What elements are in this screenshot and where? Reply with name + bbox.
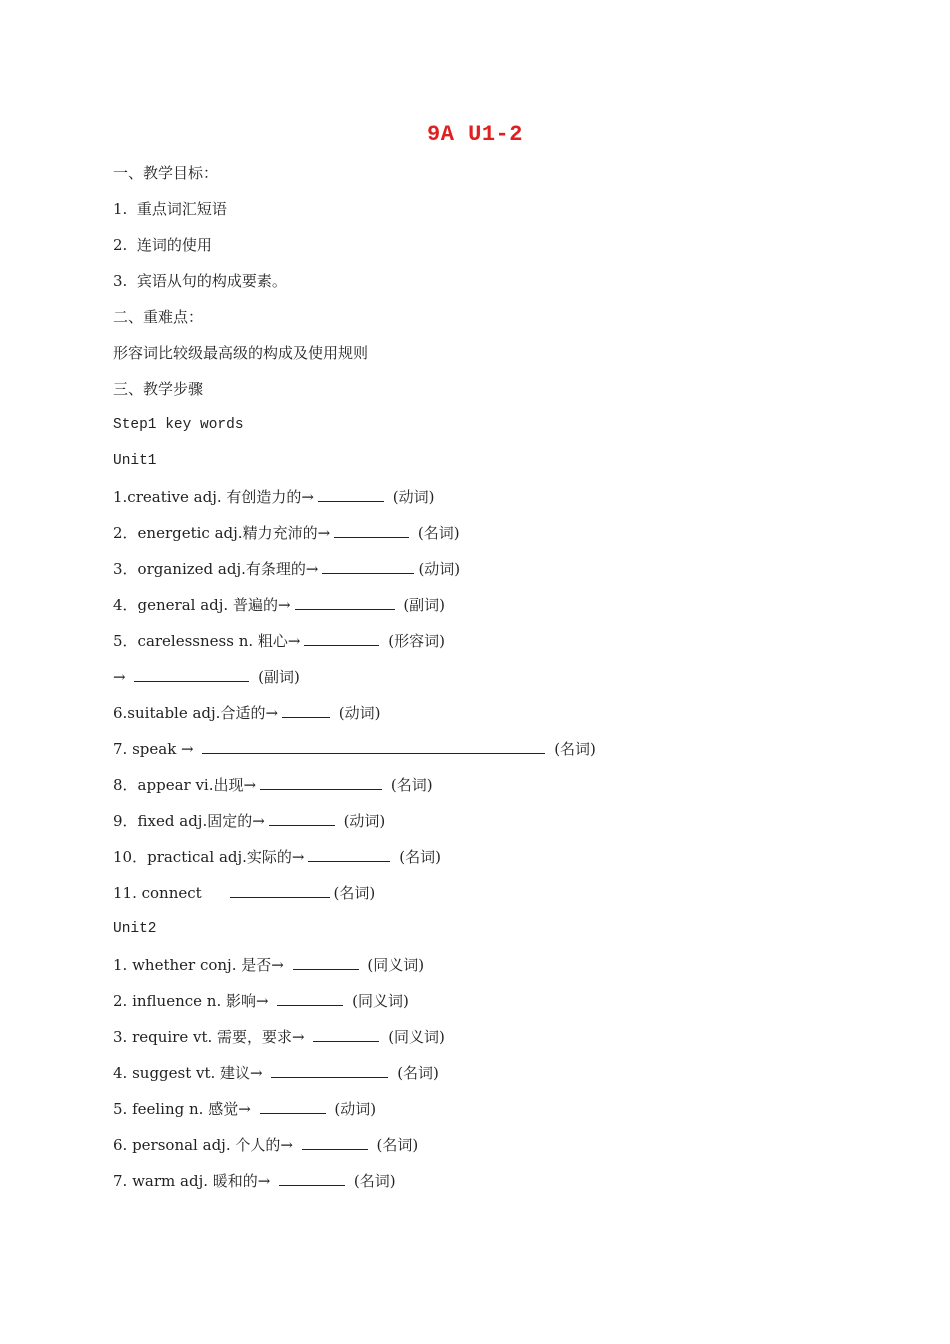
vocab-item: 6.suitable adj.合适的→ (动词) bbox=[113, 704, 381, 722]
vocab-item: 5. feeling n. 感觉→ (动词) bbox=[113, 1100, 377, 1118]
answer-blank[interactable] bbox=[277, 990, 343, 1006]
goal-item-1: 1. 重点词汇短语 bbox=[113, 200, 227, 218]
vocab-item: 7. warm adj. 暖和的→ (名词) bbox=[113, 1172, 396, 1190]
answer-blank[interactable] bbox=[282, 702, 330, 718]
answer-blank[interactable] bbox=[202, 738, 545, 754]
answer-blank[interactable] bbox=[334, 522, 409, 538]
vocab-item: 2. influence n. 影响→ (同义词) bbox=[113, 992, 409, 1010]
answer-blank[interactable] bbox=[260, 1098, 326, 1114]
vocab-item: 5．carelessness n. 粗心→ (形容词) bbox=[113, 632, 445, 650]
vocab-item: 3. require vt. 需要，要求→ (同义词) bbox=[113, 1028, 445, 1046]
vocab-item: 1. whether conj. 是否→ (同义词) bbox=[113, 956, 425, 974]
answer-blank[interactable] bbox=[308, 846, 390, 862]
answer-blank[interactable] bbox=[134, 666, 249, 682]
answer-blank[interactable] bbox=[318, 486, 384, 502]
section2-heading: 二、重难点： bbox=[113, 308, 204, 326]
answer-blank[interactable] bbox=[302, 1134, 368, 1150]
unit2-label: Unit2 bbox=[113, 921, 157, 937]
answer-blank[interactable] bbox=[313, 1026, 379, 1042]
answer-blank[interactable] bbox=[230, 882, 330, 898]
vocab-item: 9．fixed adj.固定的→ (动词) bbox=[113, 812, 386, 830]
goal-item-2: 2. 连词的使用 bbox=[113, 236, 212, 254]
unit1-label: Unit1 bbox=[113, 453, 157, 469]
section2-content: 形容词比较级最高级的构成及使用规则 bbox=[113, 344, 369, 362]
answer-blank[interactable] bbox=[269, 810, 335, 826]
answer-blank[interactable] bbox=[260, 774, 382, 790]
answer-blank[interactable] bbox=[304, 630, 379, 646]
vocab-item: 6. personal adj. 个人的→ (名词) bbox=[113, 1136, 419, 1154]
vocab-item: 10．practical adj.实际的→ (名词) bbox=[113, 848, 441, 866]
answer-blank[interactable] bbox=[322, 558, 414, 574]
answer-blank[interactable] bbox=[279, 1170, 345, 1186]
vocab-item: 3．organized adj.有条理的→ (动词) bbox=[113, 560, 461, 578]
step-heading: Step1 key words bbox=[113, 417, 244, 433]
section1-heading: 一、教学目标： bbox=[113, 164, 219, 182]
vocab-item: 2．energetic adj.精力充沛的→ (名词) bbox=[113, 524, 460, 542]
goal-item-3: 3. 宾语从句的构成要素。 bbox=[113, 272, 287, 290]
vocab-item: 8．appear vi.出现→ (名词) bbox=[113, 776, 433, 794]
vocab-item: 1.creative adj. 有创造力的→ (动词) bbox=[113, 488, 435, 506]
section3-heading: 三、教学步骤 bbox=[113, 380, 204, 398]
vocab-item: 4．general adj. 普遍的→ (副词) bbox=[113, 596, 446, 614]
vocab-item: 4. suggest vt. 建议→ (名词) bbox=[113, 1064, 439, 1082]
vocab-item: 7. speak → (名词) bbox=[113, 740, 596, 758]
answer-blank[interactable] bbox=[271, 1062, 388, 1078]
page-title: 9A U1-2 bbox=[427, 122, 523, 147]
answer-blank[interactable] bbox=[295, 594, 395, 610]
answer-blank[interactable] bbox=[293, 954, 359, 970]
vocab-item: 11. connect (名词) bbox=[113, 884, 376, 902]
vocab-item: → (副词) bbox=[113, 668, 300, 686]
